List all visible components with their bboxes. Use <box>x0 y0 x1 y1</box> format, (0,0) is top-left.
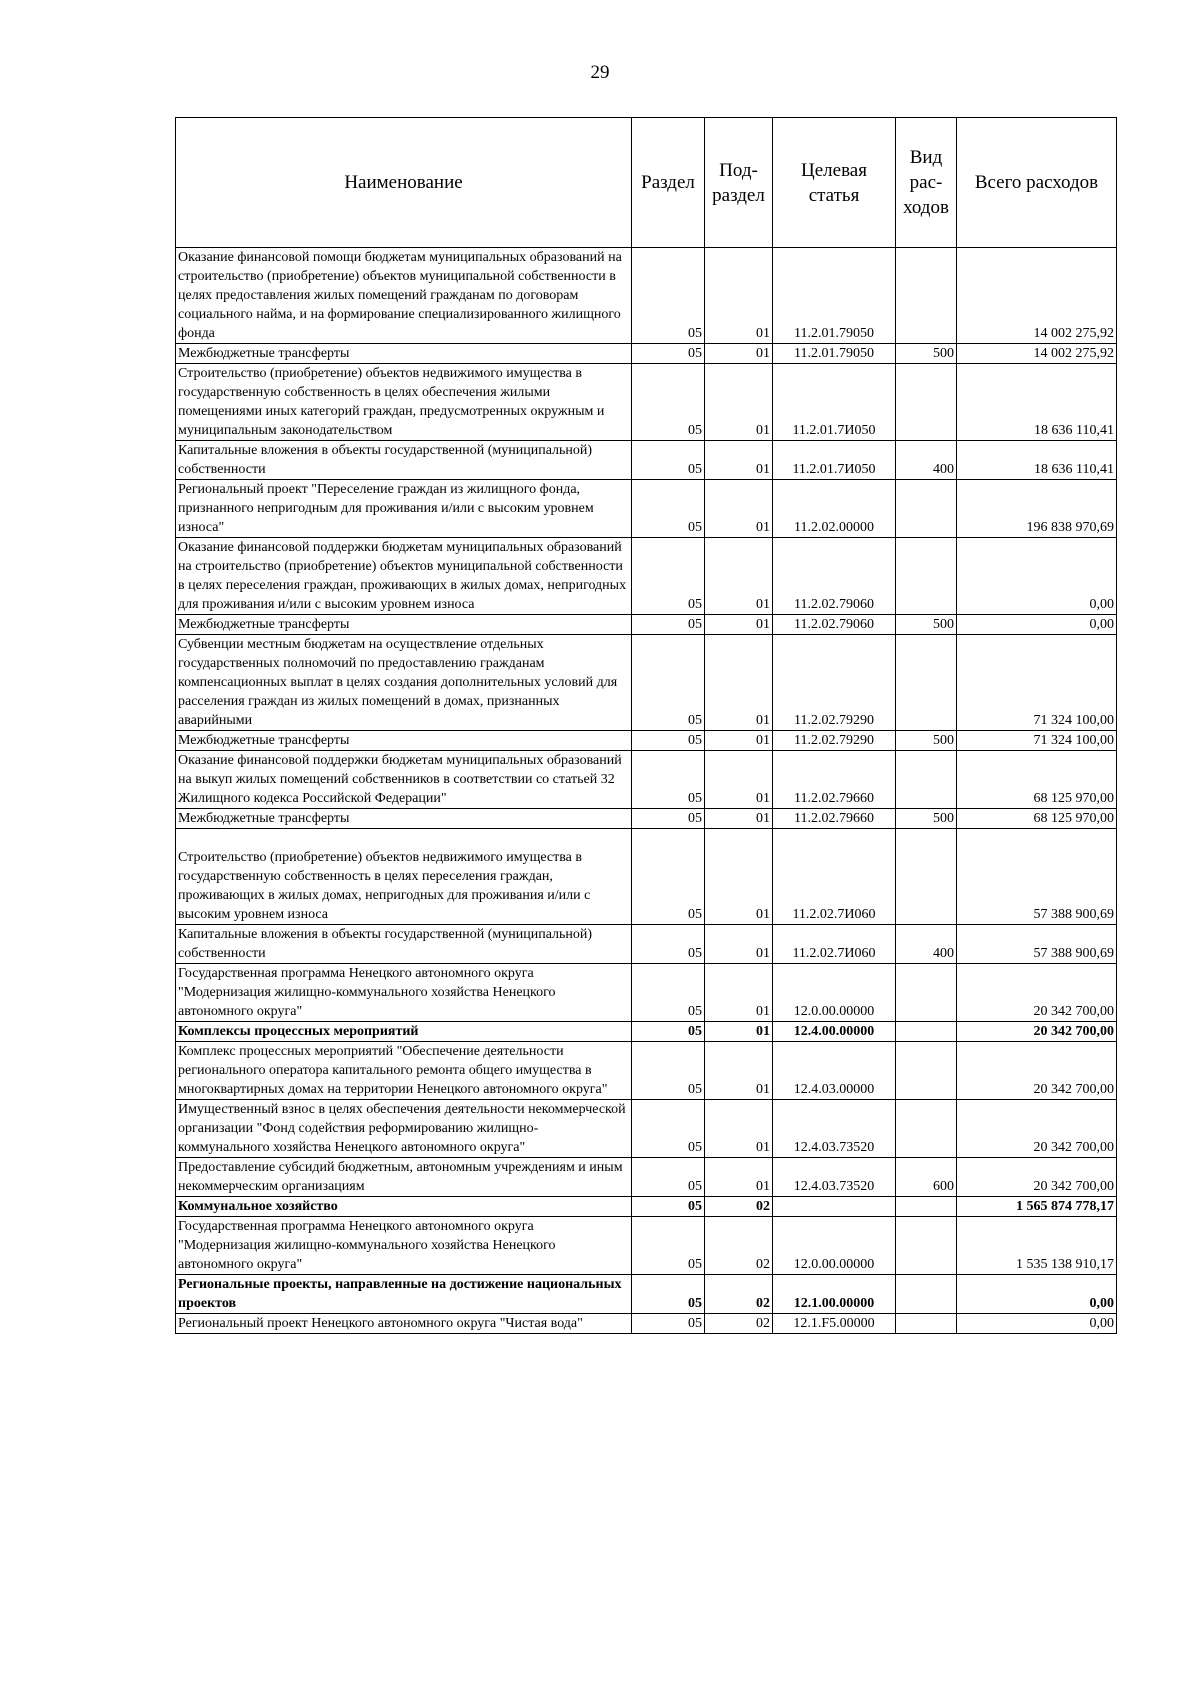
row-name-cell: Оказание финансовой поддержки бюджетам муниципальных образований на выкуп жилых помещений собственников в соответствии со статьей 32 Жилищного кодекса Российской Федерации" <box>176 751 632 809</box>
table-row <box>176 809 1117 829</box>
table-row <box>176 1217 1117 1275</box>
table-row <box>176 615 1117 635</box>
table-row <box>176 731 1117 751</box>
row-razdel-cell: 05 <box>632 964 705 1022</box>
row-podrazdel-cell: 01 <box>705 1022 773 1042</box>
table-row <box>176 635 1117 731</box>
row-podrazdel-cell: 01 <box>705 809 773 829</box>
row-statya-cell: 11.2.01.7И050 <box>773 364 896 441</box>
row-name-cell: Межбюджетные трансферты <box>176 731 632 751</box>
row-name-cell: Капитальные вложения в объекты государственной (муниципальной) собственности <box>176 441 632 480</box>
row-podrazdel-cell: 02 <box>705 1275 773 1314</box>
table-row <box>176 248 1117 344</box>
row-amount-cell: 0,00 <box>957 615 1117 635</box>
row-amount-cell: 18 636 110,41 <box>957 364 1117 441</box>
row-razdel-cell: 05 <box>632 538 705 615</box>
row-podrazdel-cell: 01 <box>705 964 773 1022</box>
table-row <box>176 1042 1117 1100</box>
row-amount-cell: 68 125 970,00 <box>957 809 1117 829</box>
row-amount-cell: 20 342 700,00 <box>957 1158 1117 1197</box>
row-statya-cell <box>773 1197 896 1217</box>
row-statya-cell: 12.1.F5.00000 <box>773 1314 896 1334</box>
table-row <box>176 1275 1117 1314</box>
table-row <box>176 964 1117 1022</box>
row-amount-cell: 0,00 <box>957 538 1117 615</box>
row-vid-cell: 500 <box>896 809 957 829</box>
row-name-cell: Строительство (приобретение) объектов недвижимого имущества в государственную собственность в целях обеспечения жилыми помещениями иных категорий граждан, предусмотренных окружным и муниципальным законодательством <box>176 364 632 441</box>
row-razdel-cell: 05 <box>632 751 705 809</box>
table-row <box>176 751 1117 809</box>
table-body <box>176 248 1117 1334</box>
row-name-cell: Оказание финансовой поддержки бюджетам муниципальных образований на строительство (приобретение) объектов муниципальной собственности в целях переселения граждан, проживающих в жилых домах, непригодных для проживания и/или с высоким уровнем износа <box>176 538 632 615</box>
row-vid-cell: 500 <box>896 731 957 751</box>
row-vid-cell <box>896 1314 957 1334</box>
row-podrazdel-cell: 01 <box>705 1158 773 1197</box>
row-amount-cell: 196 838 970,69 <box>957 480 1117 538</box>
row-podrazdel-cell: 01 <box>705 615 773 635</box>
header-name: Наименование <box>176 118 632 248</box>
header-podrazdel-line: Под- <box>719 159 758 181</box>
row-vid-cell <box>896 635 957 731</box>
row-razdel-cell: 05 <box>632 441 705 480</box>
row-statya-cell: 12.4.03.73520 <box>773 1100 896 1158</box>
table-row <box>176 344 1117 364</box>
row-vid-cell <box>896 480 957 538</box>
row-podrazdel-cell: 01 <box>705 364 773 441</box>
row-razdel-cell: 05 <box>632 635 705 731</box>
row-statya-cell: 11.2.02.79290 <box>773 731 896 751</box>
row-statya-cell: 11.2.01.79050 <box>773 248 896 344</box>
row-name-cell: Межбюджетные трансферты <box>176 344 632 364</box>
row-name-cell: Межбюджетные трансферты <box>176 809 632 829</box>
header-vsego: Всего расходов <box>957 118 1117 248</box>
row-vid-cell <box>896 248 957 344</box>
row-name-cell: Межбюджетные трансферты <box>176 615 632 635</box>
table-row <box>176 441 1117 480</box>
row-podrazdel-cell: 02 <box>705 1314 773 1334</box>
row-statya-cell: 11.2.01.79050 <box>773 344 896 364</box>
row-amount-cell: 18 636 110,41 <box>957 441 1117 480</box>
row-statya-cell: 12.4.03.73520 <box>773 1158 896 1197</box>
table-row <box>176 538 1117 615</box>
row-podrazdel-cell: 01 <box>705 1100 773 1158</box>
row-vid-cell <box>896 751 957 809</box>
row-razdel-cell: 05 <box>632 344 705 364</box>
row-statya-cell: 12.1.00.00000 <box>773 1275 896 1314</box>
row-razdel-cell: 05 <box>632 829 705 925</box>
row-podrazdel-cell: 01 <box>705 829 773 925</box>
row-razdel-cell: 05 <box>632 480 705 538</box>
row-statya-cell: 12.0.00.00000 <box>773 1217 896 1275</box>
row-name-cell: Комплексы процессных мероприятий <box>176 1022 632 1042</box>
row-razdel-cell: 05 <box>632 809 705 829</box>
row-name-cell: Комплекс процессных мероприятий "Обеспечение деятельности регионального оператора капитального ремонта общего имущества в многоквартирных домах на территории Ненецкого автономного округа" <box>176 1042 632 1100</box>
row-statya-cell: 11.2.02.00000 <box>773 480 896 538</box>
row-podrazdel-cell: 02 <box>705 1217 773 1275</box>
row-name-cell: Региональный проект Ненецкого автономного округа "Чистая вода" <box>176 1314 632 1334</box>
budget-table <box>175 117 1117 1334</box>
row-amount-cell: 71 324 100,00 <box>957 731 1117 751</box>
row-name-cell: Имущественный взнос в целях обеспечения деятельности некоммерческой организации "Фонд содействия реформированию жилищно-коммунального хозяйства Ненецкого автономного округа" <box>176 1100 632 1158</box>
row-amount-cell: 14 002 275,92 <box>957 248 1117 344</box>
row-podrazdel-cell: 01 <box>705 925 773 964</box>
header-podrazdel-line: раздел <box>712 184 765 206</box>
header-tselevaya <box>773 118 896 248</box>
row-podrazdel-cell: 01 <box>705 344 773 364</box>
table-row <box>176 829 1117 925</box>
header-vid-line: рас- <box>909 172 943 193</box>
header-vid-line: Вид <box>909 147 943 168</box>
header-tselevaya-line: Целевая <box>801 159 867 181</box>
row-amount-cell: 1 535 138 910,17 <box>957 1217 1117 1275</box>
row-razdel-cell: 05 <box>632 1217 705 1275</box>
row-statya-cell: 11.2.02.79290 <box>773 635 896 731</box>
row-statya-cell: 12.0.00.00000 <box>773 964 896 1022</box>
row-vid-cell <box>896 1197 957 1217</box>
row-statya-cell: 11.2.02.79660 <box>773 751 896 809</box>
row-amount-cell: 20 342 700,00 <box>957 1022 1117 1042</box>
table-row <box>176 925 1117 964</box>
row-razdel-cell: 05 <box>632 1197 705 1217</box>
table-row <box>176 1197 1117 1217</box>
row-name-cell: Государственная программа Ненецкого автономного округа "Модернизация жилищно-коммунального хозяйства Ненецкого автономного округа" <box>176 964 632 1022</box>
row-amount-cell: 20 342 700,00 <box>957 1042 1117 1100</box>
row-amount-cell: 1 565 874 778,17 <box>957 1197 1117 1217</box>
table-row <box>176 1022 1117 1042</box>
row-statya-cell: 11.2.02.79060 <box>773 615 896 635</box>
row-vid-cell: 400 <box>896 925 957 964</box>
row-podrazdel-cell: 01 <box>705 441 773 480</box>
row-vid-cell: 600 <box>896 1158 957 1197</box>
row-name-cell: Региональный проект "Переселение граждан из жилищного фонда, признанного непригодным для проживания и/или с высоким уровнем износа" <box>176 480 632 538</box>
row-amount-cell: 0,00 <box>957 1275 1117 1314</box>
row-name-cell: Региональные проекты, направленные на достижение национальных проектов <box>176 1275 632 1314</box>
row-podrazdel-cell: 01 <box>705 635 773 731</box>
row-razdel-cell: 05 <box>632 1042 705 1100</box>
row-statya-cell: 11.2.02.7И060 <box>773 829 896 925</box>
row-podrazdel-cell: 02 <box>705 1197 773 1217</box>
row-razdel-cell: 05 <box>632 248 705 344</box>
page-number: 29 <box>590 62 610 83</box>
row-razdel-cell: 05 <box>632 364 705 441</box>
row-vid-cell <box>896 1022 957 1042</box>
row-statya-cell: 12.4.03.00000 <box>773 1042 896 1100</box>
row-vid-cell <box>896 538 957 615</box>
row-amount-cell: 57 388 900,69 <box>957 925 1117 964</box>
row-name-cell: Оказание финансовой помощи бюджетам муниципальных образований на строительство (приобретение) объектов муниципальной собственности в целях предоставления жилых помещений гражданам по договорам социального найма, и на формирование специализированного жилищного фонда <box>176 248 632 344</box>
row-vid-cell <box>896 1275 957 1314</box>
row-amount-cell: 14 002 275,92 <box>957 344 1117 364</box>
table-row <box>176 1314 1117 1334</box>
row-razdel-cell: 05 <box>632 1022 705 1042</box>
row-razdel-cell: 05 <box>632 1314 705 1334</box>
row-podrazdel-cell: 01 <box>705 1042 773 1100</box>
row-razdel-cell: 05 <box>632 615 705 635</box>
header-tselevaya-line: статья <box>808 184 860 206</box>
row-razdel-cell: 05 <box>632 1158 705 1197</box>
row-statya-cell: 11.2.01.7И050 <box>773 441 896 480</box>
row-name-cell: Капитальные вложения в объекты государственной (муниципальной) собственности <box>176 925 632 964</box>
row-vid-cell <box>896 364 957 441</box>
table-row <box>176 480 1117 538</box>
row-vid-cell: 500 <box>896 615 957 635</box>
row-amount-cell: 20 342 700,00 <box>957 964 1117 1022</box>
row-podrazdel-cell: 01 <box>705 538 773 615</box>
row-amount-cell: 68 125 970,00 <box>957 751 1117 809</box>
row-podrazdel-cell: 01 <box>705 480 773 538</box>
row-statya-cell: 11.2.02.79660 <box>773 809 896 829</box>
row-vid-cell <box>896 1100 957 1158</box>
row-podrazdel-cell: 01 <box>705 248 773 344</box>
row-vid-cell <box>896 1042 957 1100</box>
row-razdel-cell: 05 <box>632 925 705 964</box>
header-vid <box>896 118 957 248</box>
row-razdel-cell: 05 <box>632 1100 705 1158</box>
row-vid-cell <box>896 964 957 1022</box>
row-vid-cell <box>896 1217 957 1275</box>
table-row <box>176 1100 1117 1158</box>
table-header-row <box>176 118 1117 248</box>
row-amount-cell: 20 342 700,00 <box>957 1100 1117 1158</box>
row-statya-cell: 11.2.02.7И060 <box>773 925 896 964</box>
row-vid-cell: 400 <box>896 441 957 480</box>
row-amount-cell: 57 388 900,69 <box>957 829 1117 925</box>
row-vid-cell <box>896 829 957 925</box>
row-vid-cell: 500 <box>896 344 957 364</box>
table-row <box>176 364 1117 441</box>
row-name-cell: Государственная программа Ненецкого автономного округа "Модернизация жилищно-коммунального хозяйства Ненецкого автономного округа" <box>176 1217 632 1275</box>
row-name-cell: Строительство (приобретение) объектов недвижимого имущества в государственную собственность в целях переселения граждан, проживающих в жилых домах, непригодных для проживания и/или с высоким уровнем износа <box>176 829 632 925</box>
row-podrazdel-cell: 01 <box>705 751 773 809</box>
row-name-cell: Коммунальное хозяйство <box>176 1197 632 1217</box>
row-razdel-cell: 05 <box>632 731 705 751</box>
row-razdel-cell: 05 <box>632 1275 705 1314</box>
header-podrazdel <box>705 118 773 248</box>
header-vid-line: ходов <box>903 197 949 218</box>
header-razdel: Раздел <box>632 118 705 248</box>
row-statya-cell: 12.4.00.00000 <box>773 1022 896 1042</box>
row-name-cell: Предоставление субсидий бюджетным, автономным учреждениям и иным некоммерческим организациям <box>176 1158 632 1197</box>
row-name-cell: Субвенции местным бюджетам на осуществление отдельных государственных полномочий по предоставлению гражданам компенсационных выплат в целях создания дополнительных условий для расселения граждан из жилых помещений в домах, признанных аварийными <box>176 635 632 731</box>
table-row <box>176 1158 1117 1197</box>
row-amount-cell: 71 324 100,00 <box>957 635 1117 731</box>
row-amount-cell: 0,00 <box>957 1314 1117 1334</box>
row-statya-cell: 11.2.02.79060 <box>773 538 896 615</box>
row-podrazdel-cell: 01 <box>705 731 773 751</box>
